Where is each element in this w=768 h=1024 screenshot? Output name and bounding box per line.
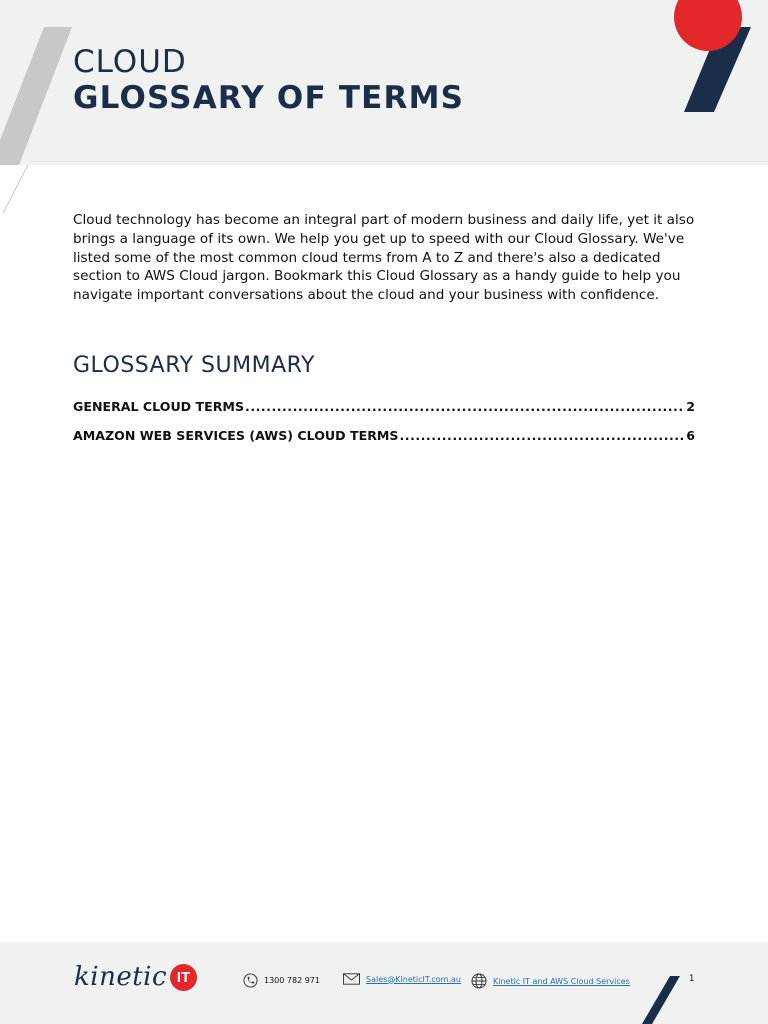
grey-stripe (0, 27, 72, 165)
footer-phone (243, 973, 320, 988)
email-icon (343, 973, 360, 985)
page-number: 1 (689, 974, 695, 984)
toc-dot-leader (245, 399, 685, 414)
phone-icon (243, 973, 258, 988)
toc-entry-aws[interactable] (73, 428, 695, 443)
globe-icon (471, 973, 487, 989)
intro-paragraph: Cloud technology has become an integral part of modern business and daily life, yet it also brings a language of its own. We help you get up to speed with our Cloud Glossary. We've listed some of the most common cloud terms from A to Z and there's also a dedicated section to AWS Cloud jargon. Bookmark this Cloud Glossary as a handy guide to help you navigate important conversations about the cloud and your business with confidence. (73, 212, 695, 304)
title-line-1: CLOUD (73, 44, 187, 80)
toc-entry-page: 2 (686, 399, 695, 414)
footer-band (0, 942, 768, 1024)
toc-dot-leader (400, 428, 686, 443)
footer-web-link[interactable] (471, 973, 630, 989)
logo-badge: IT (170, 964, 197, 991)
toc-entry-label: AMAZON WEB SERVICES (AWS) CLOUD TERMS (73, 428, 399, 443)
phone-number: 1300 782 971 (264, 976, 320, 985)
thin-diagonal-line (0, 165, 80, 225)
website-link-text: Kinetic IT and AWS Cloud Services (493, 976, 630, 986)
email-address: Sales@KineticIT.com.au (366, 974, 461, 984)
kinetic-it-logo (74, 962, 197, 992)
summary-title: GLOSSARY SUMMARY (73, 353, 315, 378)
toc-entry-general[interactable] (73, 399, 695, 414)
logo-wordmark: kinetic (74, 962, 168, 992)
footer-email-link[interactable] (343, 973, 461, 985)
toc-entry-page: 6 (686, 428, 695, 443)
header-band (0, 0, 768, 165)
toc-entry-label: GENERAL CLOUD TERMS (73, 399, 245, 414)
footer-navy-stripe (640, 974, 682, 1024)
title-line-2: GLOSSARY OF TERMS (73, 80, 465, 116)
